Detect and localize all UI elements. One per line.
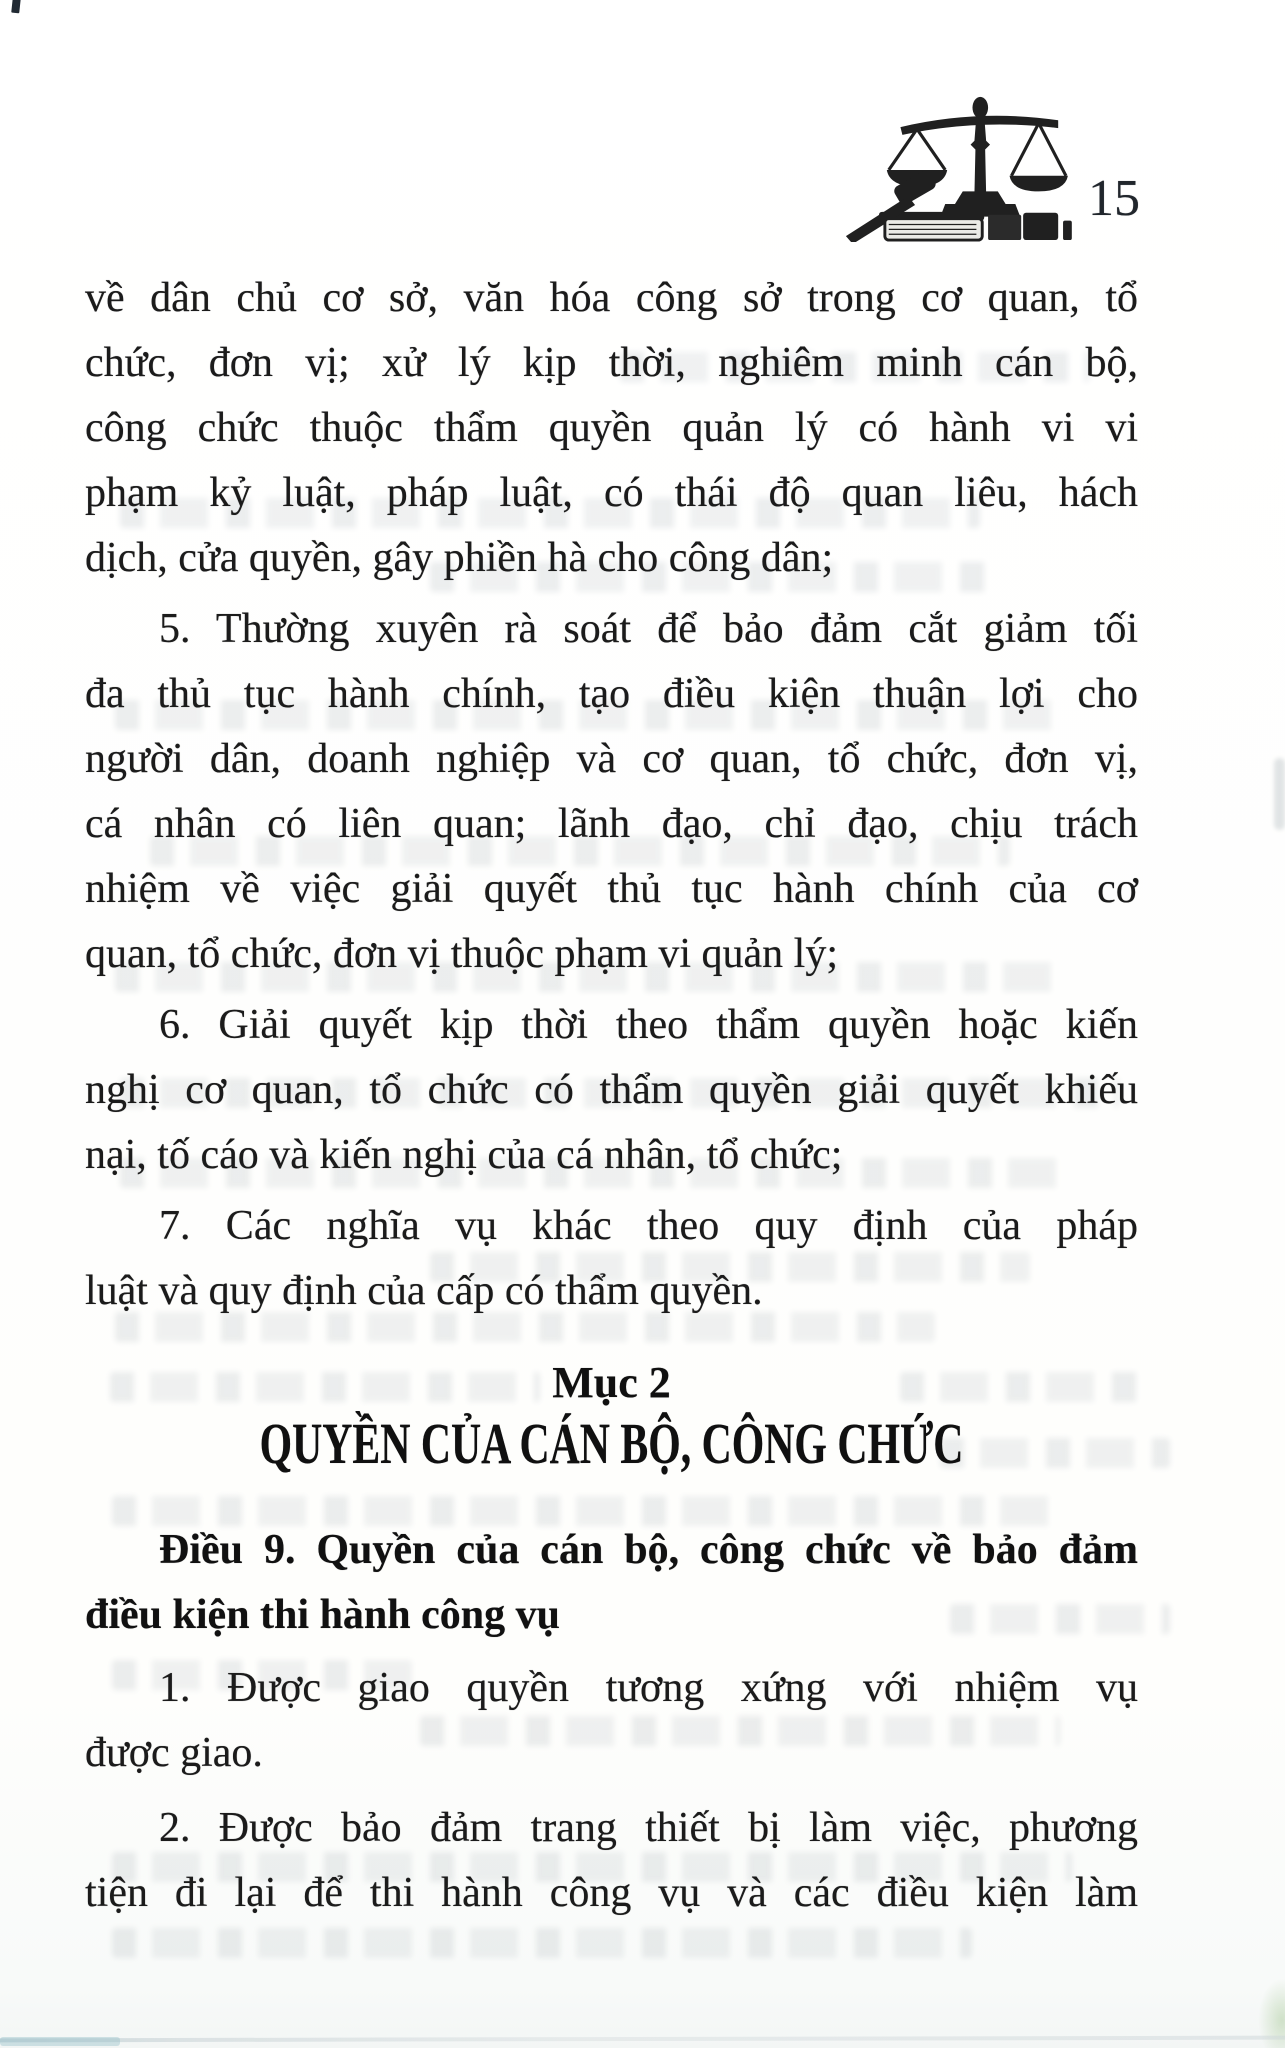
bleed-through-ghost bbox=[112, 1928, 972, 1958]
text-line: phạm kỷ luật, pháp luật, có thái độ quan liêu, hách bbox=[85, 470, 1138, 516]
page-number: 15 bbox=[1088, 170, 1140, 227]
section-title: QUYỀN CỦA CÁN BỘ, CÔNG CHỨC bbox=[259, 1411, 964, 1476]
text-line: nại, tố cáo và kiến nghị của cá nhân, tổ chức; bbox=[85, 1132, 843, 1178]
text-line: điều kiện thi hành công vụ bbox=[85, 1592, 561, 1638]
text-line: người dân, doanh nghiệp và cơ quan, tổ chức, đơn vị, bbox=[85, 736, 1138, 782]
text-line: 6. Giải quyết kịp thời theo thẩm quyền hoặc kiến bbox=[159, 1002, 1138, 1048]
text-line: tiện đi lại để thi hành công vụ và các điều kiện làm bbox=[85, 1870, 1138, 1916]
text-line: nhiệm về việc giải quyết thủ tục hành chính của cơ bbox=[85, 866, 1138, 912]
clause-1-paragraph bbox=[85, 1656, 1138, 1786]
section-label: Mục 2 bbox=[552, 1358, 671, 1407]
clause-7-paragraph bbox=[85, 1194, 1138, 1324]
clause-6-paragraph bbox=[85, 993, 1138, 1188]
text-line: đa thủ tục hành chính, tạo điều kiện thuận lợi cho bbox=[85, 671, 1138, 717]
text-line: nghị cơ quan, tổ chức có thẩm quyền giải quyết khiếu bbox=[85, 1067, 1138, 1113]
text-line: chức, đơn vị; xử lý kịp thời, nghiêm minh cán bộ, bbox=[85, 340, 1138, 386]
text-line: cá nhân có liên quan; lãnh đạo, chỉ đạo, chịu trách bbox=[85, 801, 1138, 847]
text-line: quan, tổ chức, đơn vị thuộc phạm vi quản lý; bbox=[85, 931, 839, 977]
article-9-heading bbox=[85, 1518, 1138, 1648]
scan-artifact-side-smudge bbox=[1274, 758, 1285, 830]
text-line: Điều 9. Quyền của cán bộ, công chức về bảo đảm bbox=[159, 1527, 1138, 1573]
text-line: về dân chủ cơ sở, văn hóa công sở trong cơ quan, tổ bbox=[85, 275, 1138, 321]
page-text bbox=[85, 266, 1138, 1926]
text-line: được giao. bbox=[85, 1730, 263, 1776]
text-line: luật và quy định của cấp có thẩm quyền. bbox=[85, 1268, 763, 1314]
text-line: 5. Thường xuyên rà soát để bảo đảm cắt giảm tối bbox=[159, 606, 1138, 652]
clause-5-paragraph bbox=[85, 597, 1138, 987]
scan-artifact-bottom-smear bbox=[0, 2037, 120, 2046]
section-2-heading bbox=[85, 1354, 1138, 1476]
text-line: dịch, cửa quyền, gây phiền hà cho công dân; bbox=[85, 535, 834, 581]
scan-artifact-corner-mark bbox=[11, 0, 21, 13]
text-line: công chức thuộc thẩm quyền quản lý có hành vi vi bbox=[85, 405, 1138, 451]
text-line: 1. Được giao quyền tương xứng với nhiệm vụ bbox=[159, 1665, 1138, 1711]
clause-2-paragraph bbox=[85, 1796, 1138, 1926]
justice-scales-icon bbox=[832, 94, 1076, 242]
text-line: 2. Được bảo đảm trang thiết bị làm việc, phương bbox=[159, 1805, 1138, 1851]
text-line: 7. Các nghĩa vụ khác theo quy định của pháp bbox=[159, 1203, 1138, 1249]
scan-artifact-bottom-edge bbox=[0, 2036, 1285, 2043]
continuation-paragraph bbox=[85, 266, 1138, 591]
